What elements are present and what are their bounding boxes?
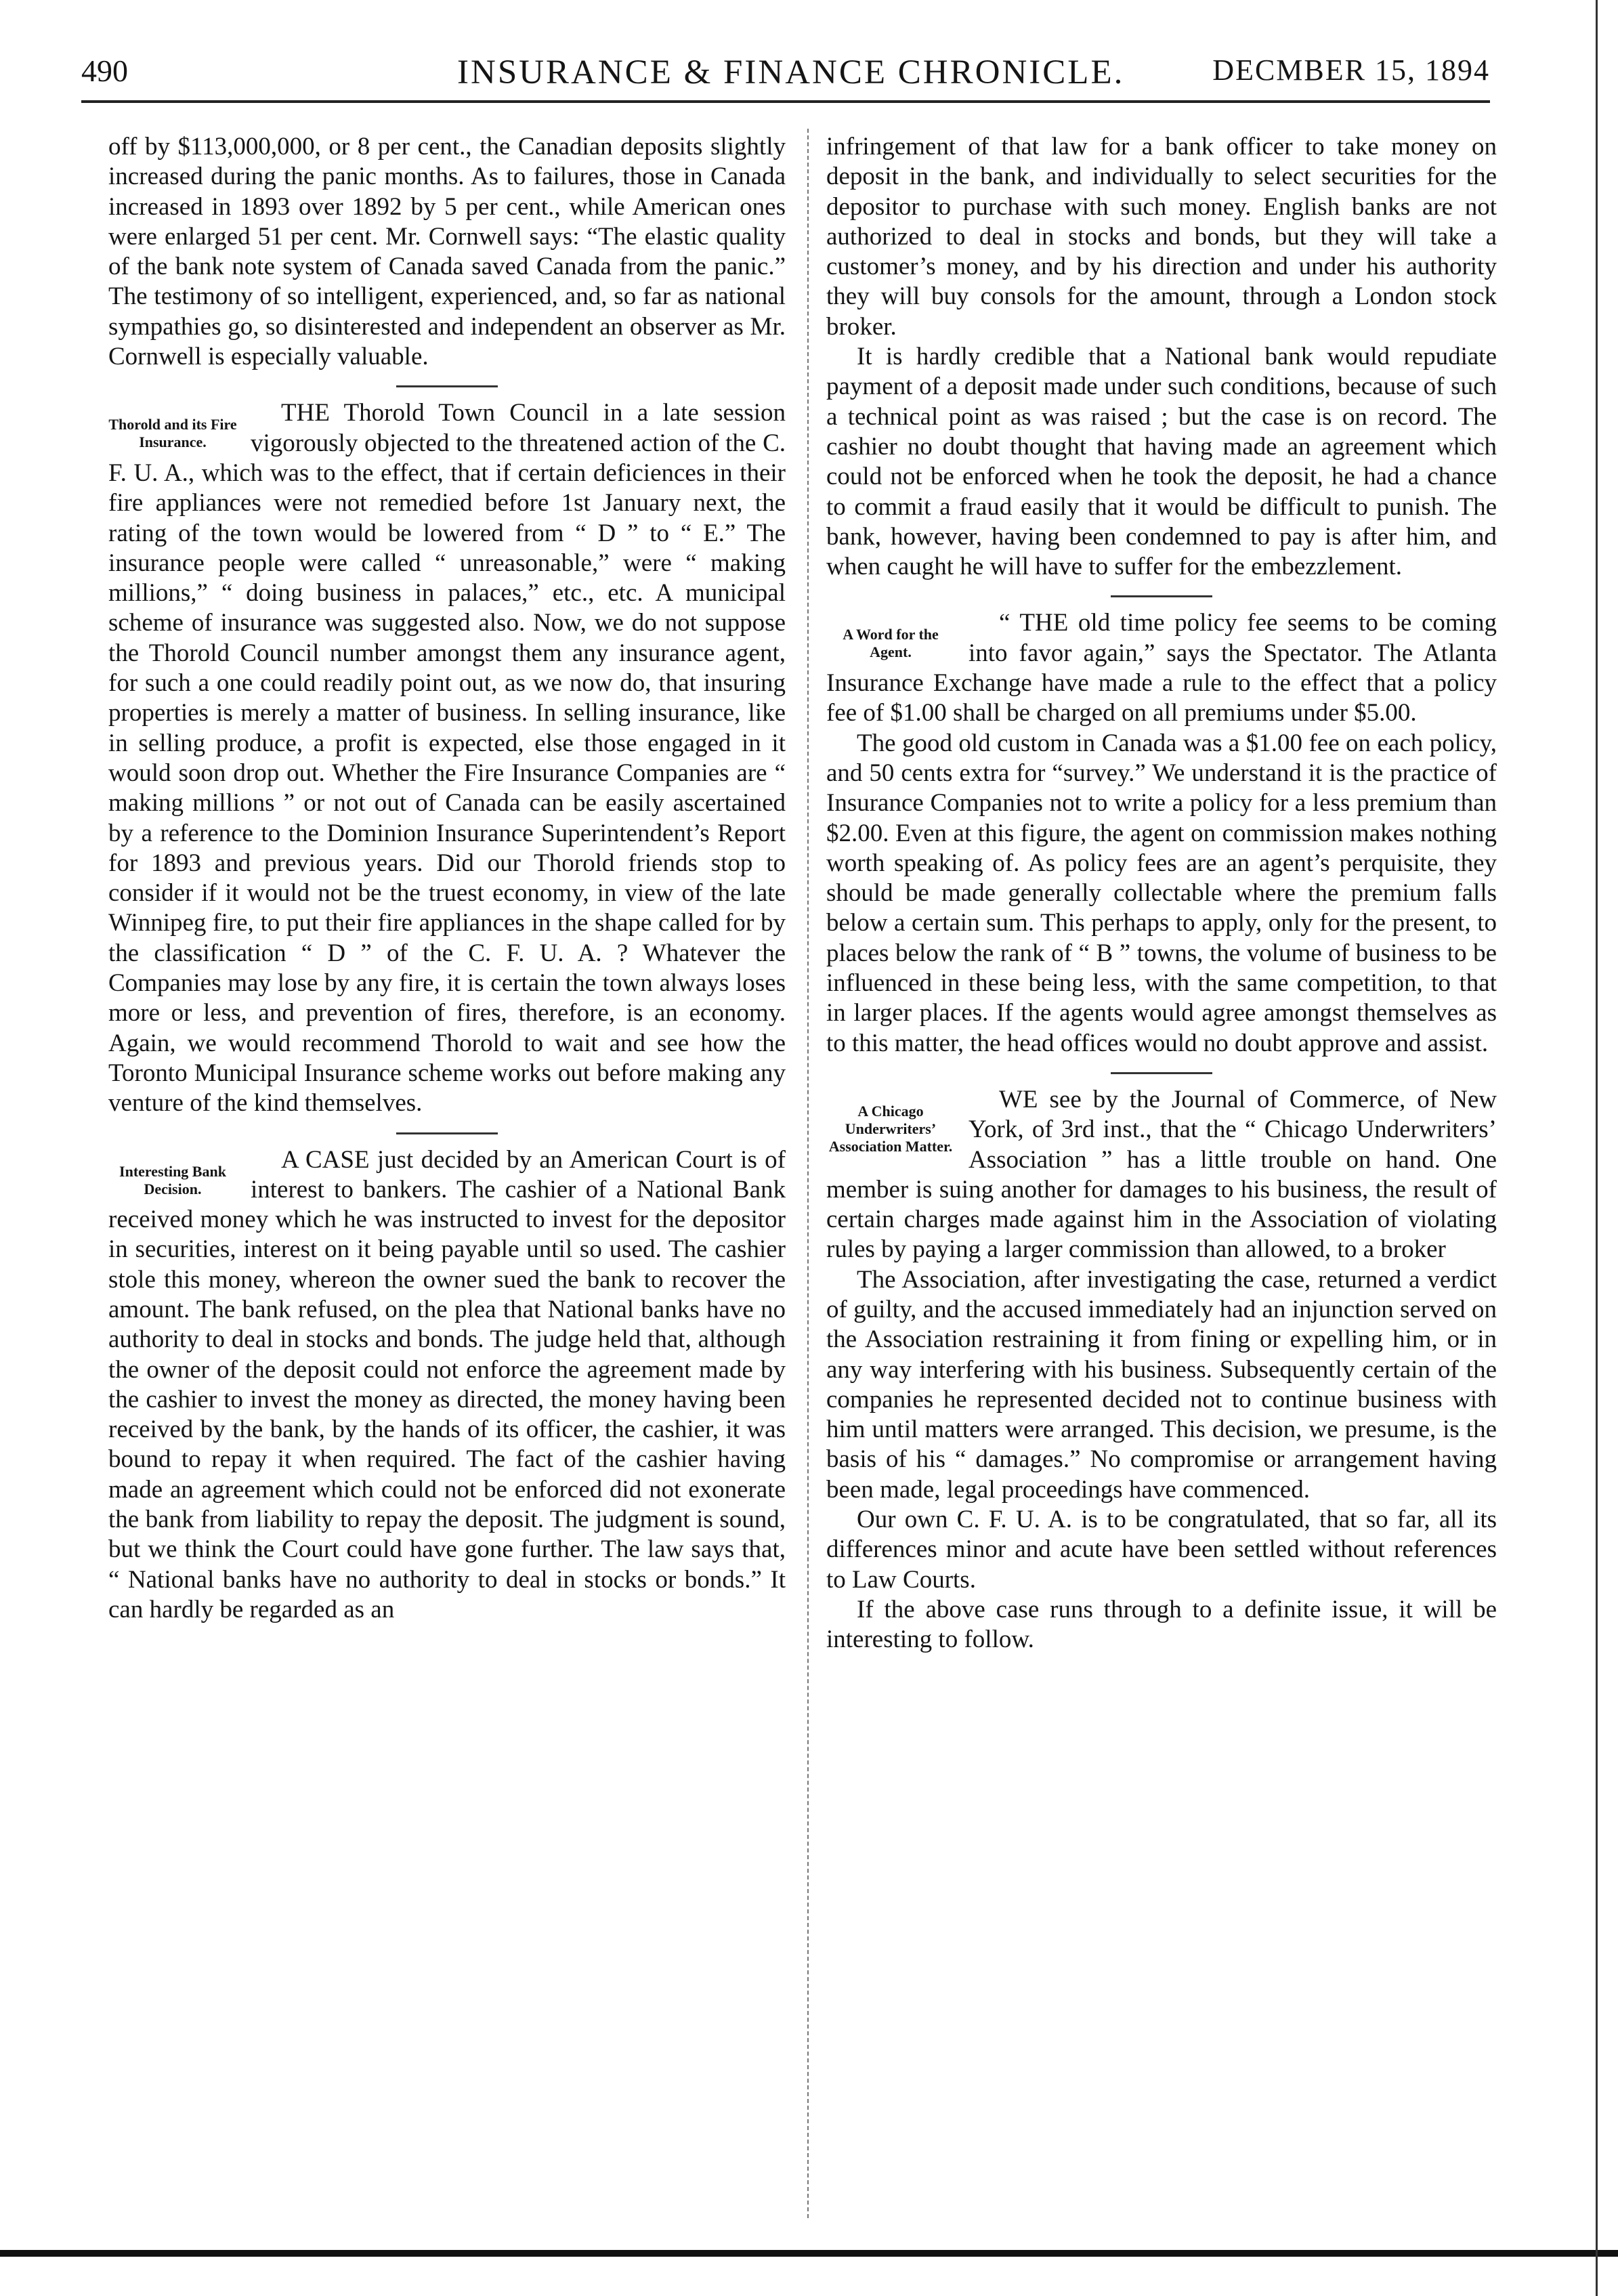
article-text: see by the Journal of Commerce, of New York, of 3rd inst., that the “ Chicago Underwriters’ Association ” has a little trouble on hand. One member is suing another for damages to his business, the result of certain charges made against him in the Association of violating rules by paying a larger commission than allowed, to a broker: [826, 1085, 1497, 1264]
paragraph: It is hardly credible that a National bank would repudiate payment of a deposit made under such conditions, because of such a technical point as was raised ; but the case is on record. The cashier no doubt thought that having made an agreement which could not be enforced when he took the deposit, he had a chance to commit a fraud easily that it would be difficult to punish. The bank, however, having been condemned to pay is after him, and when caught he will have to suffer for the embezzlement.: [826, 343, 1497, 581]
section-divider: [396, 385, 498, 387]
header-rule: [81, 100, 1490, 103]
lead-word: THE: [281, 399, 330, 427]
paragraph: Our own C. F. U. A. is to be congratulated, that so far, all its differences minor and acute have been settled without references to Law Courts.: [826, 1506, 1497, 1594]
issue-date: DECMBER 15, 1894: [1212, 54, 1490, 87]
sidenote-heading: Interesting Bank Decision.: [119, 1162, 226, 1197]
section-divider: [1111, 1072, 1212, 1074]
lead-word: WE: [999, 1085, 1038, 1113]
article-text: old time policy fee seems to be coming into favor again,” says the Spectator. The Atlanta Insurance Exchange have made a rule to the effect that a policy fee of $1.00 shall be charged on all premiums under $5.00.: [826, 609, 1497, 727]
article-body: [108, 1145, 786, 1625]
section-divider: [396, 1132, 498, 1134]
paragraph: If the above case runs through to a definite issue, it will be interesting to follow.: [826, 1595, 1497, 1654]
article-thorold: [108, 398, 786, 1118]
journal-title: INSURANCE & FINANCE CHRONICLE.: [457, 54, 1125, 91]
lead-word: A CASE: [281, 1145, 370, 1174]
lead-word: “ THE: [999, 609, 1069, 637]
article-text: Thorold Town Council in a late session vigorously objected to the threatened action of the C. F. U. A., which was to the effect, that if certain deficiences in their fire appliances were not remedied before 1st January next, the rating of the town would be lowered from “ D ” to “ E.” The insurance people were called “ unreasonable,” were “ making millions,” “ doing business in palaces,” etc., etc. A municipal scheme of insurance was suggested also. Now, we do not suppose the Thorold Council number amongst them any insurance agent, for such a one could readily point out, as we now do, that insuring properties is merely a matter of business. In selling insurance, like in selling produce, a profit is expected, else those engaged in it would soon drop out. Whether the Fire Insurance Companies are “ making millions ” or not out of Canada can be easily ascertained by a reference to the Dominion Insurance Superintendent’s Report for 1893 and previous years. Did our Thorold friends stop to consider if it would not be the truest economy, in view of the late Winnipeg fire, to put their fire appliances in the shape called for by the classification “ D ” of the C. F. U. A. ? Whatever the Companies may lose by any fire, it is certain the town always loses more or less, and prevention of fires, therefore, is an economy. Again, we would recommend Thorold to wait and see how the Toronto Municipal Insurance scheme works out before making any venture of the kind themselves.: [108, 399, 786, 1118]
column-divider: [807, 129, 809, 2218]
paragraph: The Association, after investigating the case, returned a verdict of guilty, and the accused immediately had an injunction served on the Association restraining it from fining or expelling him, or in any way interfering with his business. Subsequently certain of the companies he represented decided not to continue business with him until matters were arranged. This decision, we presume, is the basis of his “ damages.” No compromise or arrangement having been made, legal proceedings have commenced.: [826, 1265, 1497, 1504]
article-text: just decided by an American Court is of interest to bankers. The cashier of a National Bank received money which he was instructed to invest for the depositor in securities, interest on it being payable until so used. The cashier stole this money, whereon the owner sued the bank to recover the amount. The bank refused, on the plea that National banks have no authority to deal in stocks and bonds. The judge held that, although the owner of the deposit could not enforce the agreement made by the cashier to invest the money as directed, the money having been received by the bank, by the hands of its officer, the cashier, it was bound to repay it when required. The fact of the cashier having made an agreement which could not be enforced did not exonerate the bank from liability to repay the deposit. The judgment is sound, but we think the Court could have gone further. The law says that, “ National banks have no authority to deal in stocks or bonds.” It can hardly be regarded as an: [108, 1145, 786, 1623]
article-word-for-agent: [826, 608, 1497, 728]
paragraph: infringement of that law for a bank officer to take money on deposit in the bank, and individually to select securities for the depositor to purchase with such money. English banks are not authorized to deal in stocks and bonds, but they will take a customer’s money, and by his direction and under his authority they will buy consols for the amount, through a London stock broker.: [826, 133, 1497, 341]
article-chicago-underwriters: [826, 1085, 1497, 1265]
article-bank-decision: [108, 1145, 786, 1625]
sidenote-heading: A Chicago Underwriters’ Association Matter.: [828, 1102, 953, 1155]
sidenote-heading: A Word for the Agent.: [843, 626, 939, 661]
paragraph: The good old custom in Canada was a $1.00 fee on each policy, and 50 cents extra for “survey.” We understand it is the practice of Insurance Companies not to write a policy for a less premium than $2.00. Even at this figure, the agent on commission makes nothing worth speaking of. As policy fees are an agent’s perquisite, they should be made generally collectable where the premium falls below a certain sum. This perhaps to apply, only for the present, to places below the rank of “ B ” towns, the volume of business to be influenced in these being less, with the same competition, to that in larger places. If the agents would agree amongst themselves as to this matter, the head offices would no doubt approve and assist.: [826, 729, 1497, 1057]
sidenote-heading: Thorold and its Fire Insurance.: [108, 416, 237, 451]
paragraph: off by $113,000,000, or 8 per cent., the Canadian deposits slightly increased during the panic months. As to failures, those in Canada increased in 1893 over 1892 by 5 per cent., while American ones were enlarged 51 per cent. Mr. Cornwell says: “The elastic quality of the bank note system of Canada saved Canada from the panic.” The testimony of so intelligent, experienced, and, so far as national sympathies go, so disinterested and independent an observer as Mr. Cornwell is especially valuable.: [108, 133, 786, 371]
section-divider: [1111, 595, 1212, 597]
footer-rule: [0, 2250, 1618, 2257]
page-edge: [1596, 0, 1598, 2296]
page-number: 490: [81, 54, 128, 88]
article-body: [108, 398, 786, 1118]
page-header: [81, 53, 1490, 107]
left-column: [108, 132, 786, 1625]
right-column: [826, 132, 1497, 1655]
